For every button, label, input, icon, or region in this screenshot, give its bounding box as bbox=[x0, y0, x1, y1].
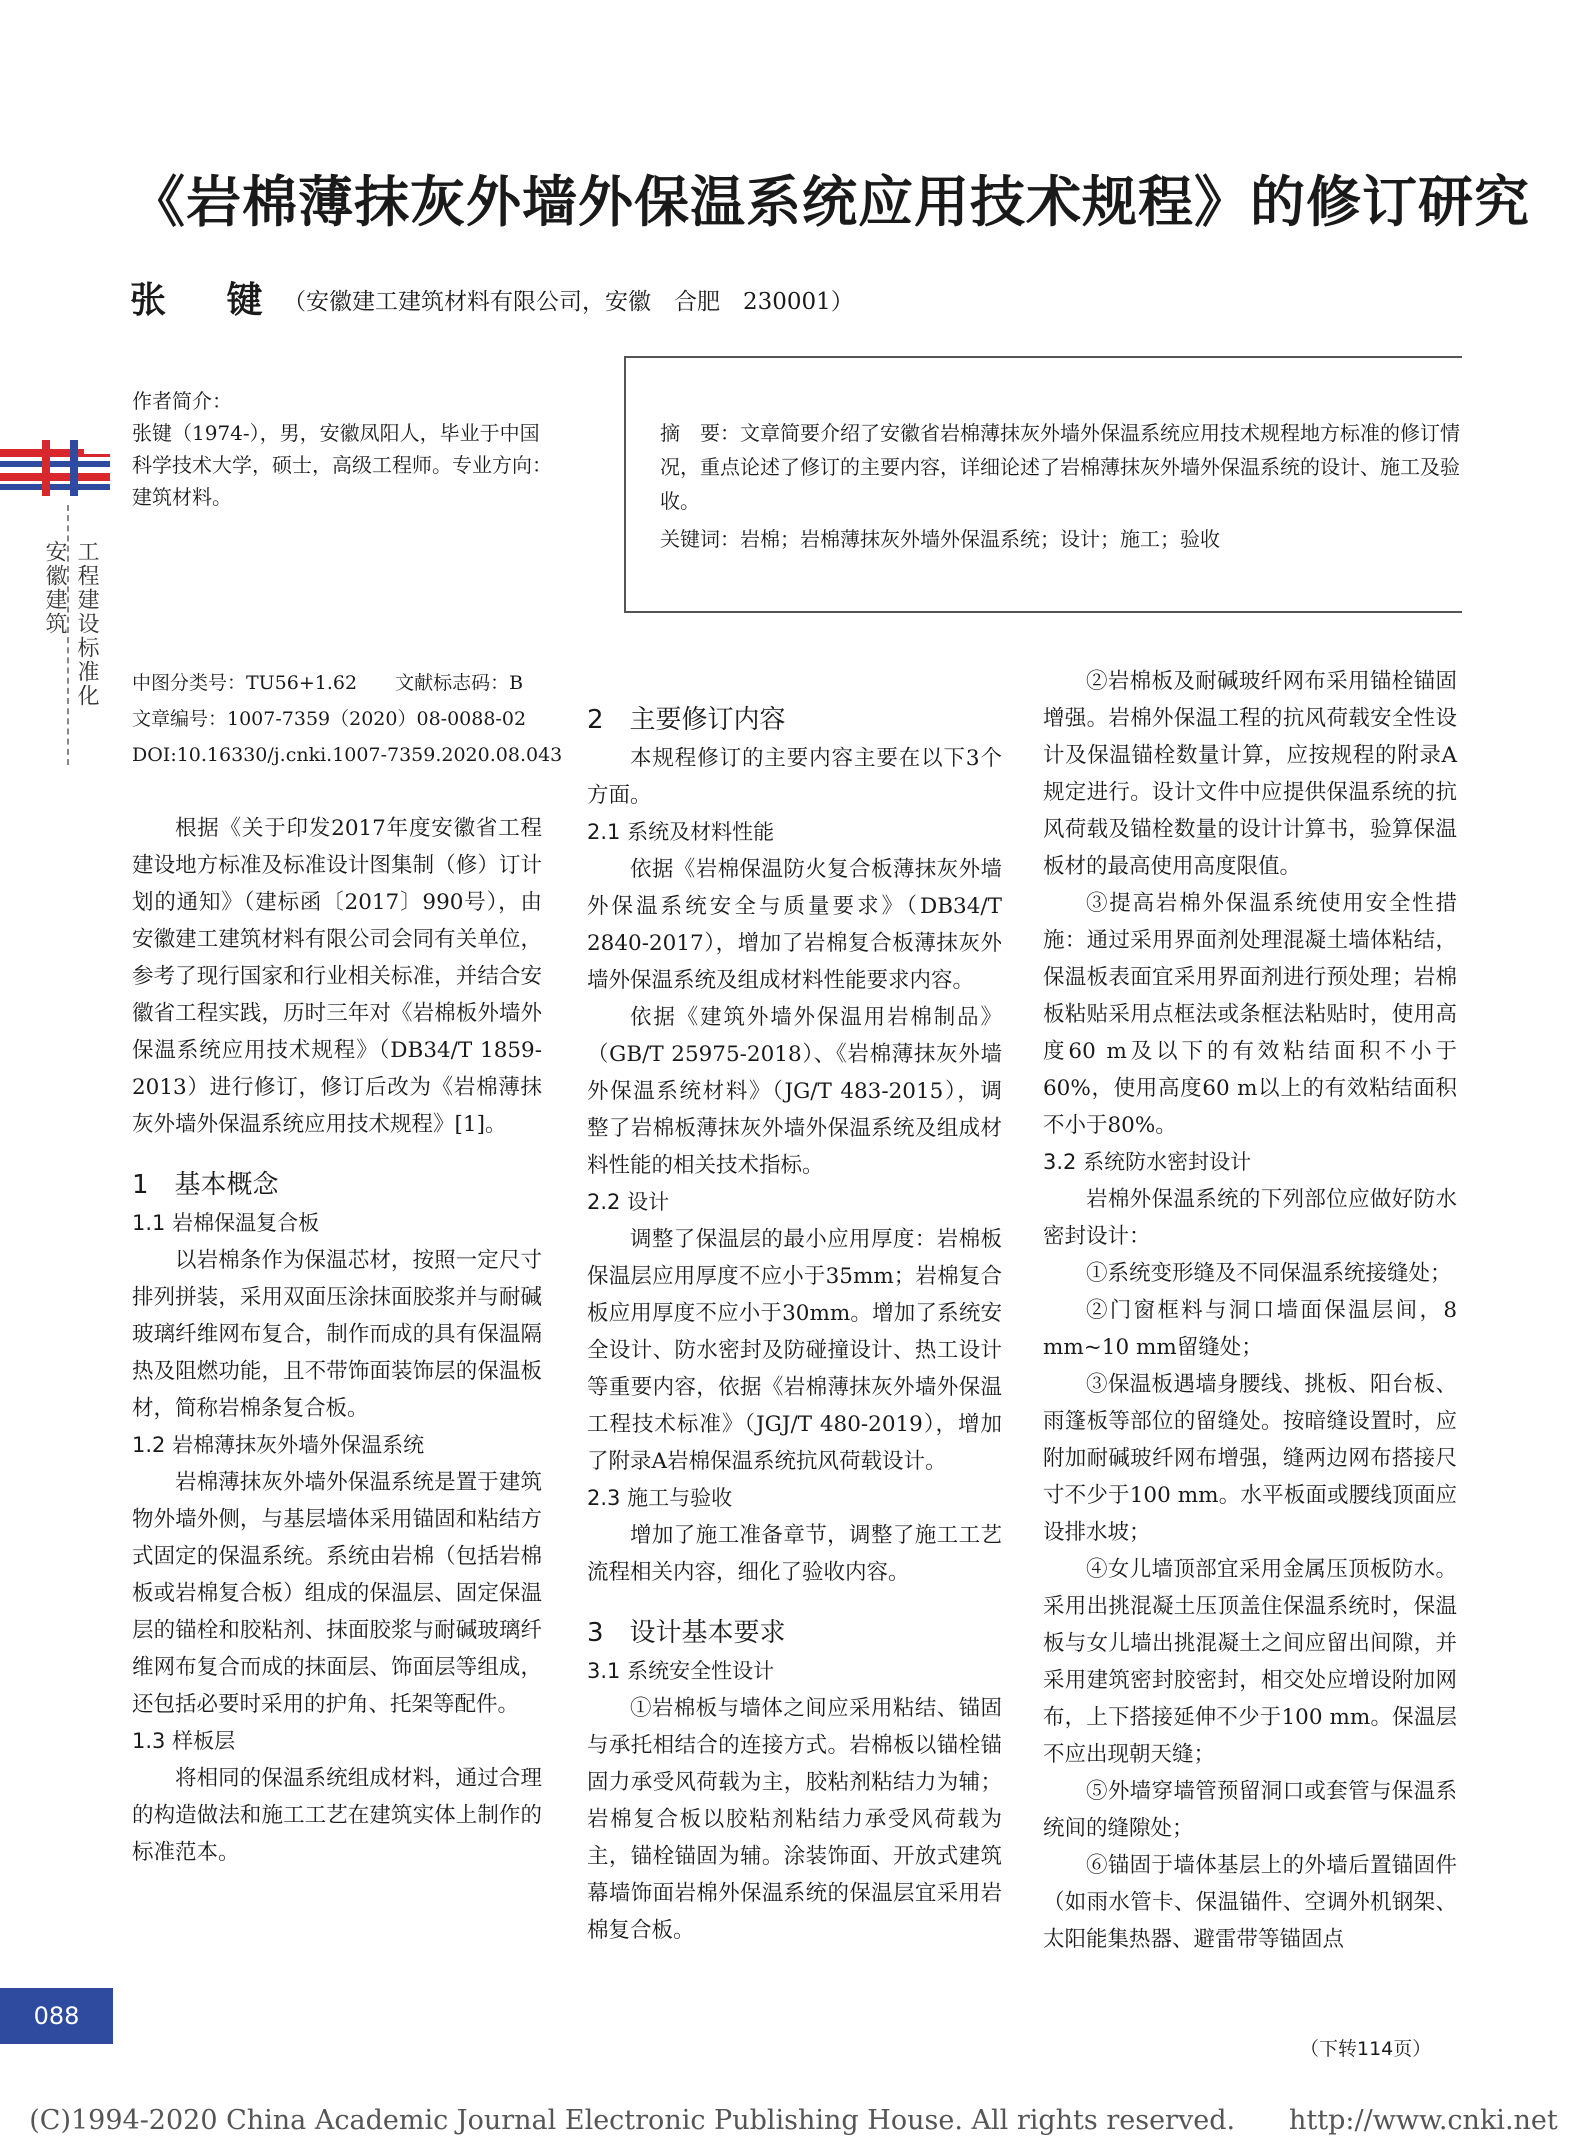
abstract-label: 摘 要： bbox=[660, 421, 740, 445]
author-bio bbox=[132, 385, 552, 513]
subsection-heading: 3.1 系统安全性设计 bbox=[587, 1659, 775, 1683]
paragraph: 岩棉薄抹灰外墙外保温系统是置于建筑物外墙外侧，与基层墙体采用锚固和粘结方式固定的保温系统。系统由岩棉（包括岩棉板或岩棉复合板）组成的保温层、固定保温层的锚栓和胶粘剂、抹面胶浆与耐碱玻璃纤维网布复合而成的抹面层、饰面层等组成，还包括必要时采用的护角、托架等配件。 bbox=[132, 1470, 542, 1717]
paragraph: 将相同的保温系统组成材料，通过合理的构造做法和施工工艺在建筑实体上制作的标准范本。 bbox=[132, 1766, 542, 1865]
abstract-text: 文章简要介绍了安徽省岩棉薄抹灰外墙外保温系统应用技术规程地方标准的修订情况，重点论述了修订的主要内容，详细论述了岩棉薄抹灰外墙外保温系统的设计、施工及验收。 bbox=[660, 421, 1460, 513]
clc-number: 中图分类号：TU56+1.62 bbox=[132, 672, 358, 694]
paragraph: 岩棉外保温系统的下列部位应做好防水密封设计： bbox=[1043, 1187, 1457, 1249]
subsection-heading: 2.2 设计 bbox=[587, 1190, 670, 1214]
author-name: 张 键 bbox=[130, 280, 287, 321]
paragraph: 本规程修订的主要内容主要在以下3个方面。 bbox=[587, 746, 1002, 808]
subsection-heading: 3.2 系统防水密封设计 bbox=[1043, 1150, 1252, 1174]
subsection-heading: 2.1 系统及材料性能 bbox=[587, 820, 775, 844]
section-heading: 2 主要修订内容 bbox=[587, 705, 786, 735]
doi: DOI:10.16330/j.cnki.1007-7359.2020.08.043 bbox=[132, 744, 563, 766]
article-number: 文章编号：1007-7359（2020）08-0088-02 bbox=[132, 708, 527, 730]
list-item: ⑤外墙穿墙管预留洞口或套管与保温系统间的缝隙处； bbox=[1043, 1779, 1457, 1841]
column-1 bbox=[132, 810, 542, 1871]
abstract bbox=[660, 416, 1460, 556]
paragraph: ①岩棉板与墙体之间应采用粘结、锚固与承托相结合的连接方式。岩棉板以锚栓锚固力承受风荷载为主，胶粘剂粘结力为辅；岩棉复合板以胶粘剂粘结力承受风荷载为主，锚栓锚固为辅。涂装饰面、开放式建筑幕墙饰面岩棉外保温系统的保温层宜采用岩棉复合板。 bbox=[587, 1696, 1002, 1943]
section-label-journal: 安徽建筑 bbox=[42, 540, 67, 636]
list-item: ④女儿墙顶部宜采用金属压顶板防水。采用出挑混凝土压顶盖住保温系统时，保温板与女儿墙出挑混凝土之间应留出间隙，并采用建筑密封胶密封，相交处应增设附加网布，上下搭接延伸不少于100 mm。保温层不应出现朝天缝； bbox=[1043, 1557, 1457, 1767]
paragraph: ②岩棉板及耐碱玻纤网布采用锚栓锚固增强。岩棉外保温工程的抗风荷载安全性设计及保温锚栓数量计算，应按规程的附录A规定进行。设计文件中应提供保温系统的抗风荷载及锚栓数量的设计计算书，验算保温板材的最高使用高度限值。 bbox=[1043, 669, 1457, 879]
keywords-text: 岩棉；岩棉薄抹灰外墙外保温系统；设计；施工；验收 bbox=[740, 527, 1220, 551]
subsection-heading: 1.2 岩棉薄抹灰外墙外保温系统 bbox=[132, 1433, 425, 1457]
author-bio-heading: 作者简介： bbox=[132, 389, 232, 413]
subsection-heading: 1.1 岩棉保温复合板 bbox=[132, 1211, 320, 1235]
list-item: ③保温板遇墙身腰线、挑板、阳台板、雨篷板等部位的留缝处。按暗缝设置时，应附加耐碱玻纤网布增强，缝两边网布搭接尺寸不少于100 mm。水平板面或腰线顶面应设排水坡； bbox=[1043, 1372, 1457, 1545]
intro-paragraph: 根据《关于印发2017年度安徽省工程建设地方标准及标准设计图集制（修）订计划的通知》（建标函〔2017〕990号），由安徽建工建筑材料有限公司会同有关单位，参考了现行国家和行业相关标准，并结合安徽省工程实践，历时三年对《岩棉板外墙外保温系统应用技术规程》（DB34/T 1859-2013）进行修订，修订后改为《岩棉薄抹灰外墙外保温系统应用技术规程》[1]。 bbox=[132, 816, 542, 1137]
column-3 bbox=[1043, 663, 1457, 1958]
document-code: 文献标志码：B bbox=[395, 672, 524, 694]
section-label bbox=[32, 540, 102, 770]
paragraph: 依据《建筑外墙外保温用岩棉制品》（GB/T 25975-2018）、《岩棉薄抹灰外墙外保温系统材料》（JG/T 483-2015），调整了岩棉板薄抹灰外墙外保温系统及组成材料性能的相关技术指标。 bbox=[587, 1005, 1002, 1178]
subsection-heading: 2.3 施工与验收 bbox=[587, 1486, 733, 1510]
paragraph: 增加了施工准备章节，调整了施工工艺流程相关内容，细化了验收内容。 bbox=[587, 1523, 1002, 1585]
section-heading: 1 基本概念 bbox=[132, 1170, 279, 1200]
author-affiliation: （安徽建工建筑材料有限公司，安徽 合肥 230001） bbox=[283, 289, 854, 315]
article-title: 《岩棉薄抹灰外墙外保温系统应用技术规程》的修订研究 bbox=[130, 170, 1531, 234]
column-2 bbox=[587, 700, 1002, 1949]
paragraph: 以岩棉条作为保温芯材，按照一定尺寸排列拼装，采用双面压涂抹面胶浆并与耐碱玻璃纤维网布复合，制作而成的具有保温隔热及阻燃功能，且不带饰面装饰层的保温板材，简称岩棉条复合板。 bbox=[132, 1248, 542, 1421]
section-heading: 3 设计基本要求 bbox=[587, 1618, 786, 1648]
keywords-label: 关键词： bbox=[660, 527, 740, 551]
copyright-footer: (C)1994-2020 China Academic Journal Electronic Publishing House. All rights reserved. http://www.cnki.net bbox=[29, 2105, 1558, 2136]
journal-mark-icon bbox=[22, 440, 114, 496]
paragraph: 调整了保温层的最小应用厚度：岩棉板保温层应用厚度不应小于35mm；岩棉复合板应用厚度不应小于30mm。增加了系统安全设计、防水密封及防碰撞设计、热工设计等重要内容，依据《岩棉薄抹灰外墙外保温工程技术标准》（JGJ/T 480-2019），增加了附录A岩棉保温系统抗风荷载设计。 bbox=[587, 1227, 1002, 1474]
list-item: ①系统变形缝及不同保温系统接缝处； bbox=[1086, 1261, 1452, 1286]
paragraph: ③提高岩棉外保温系统使用安全性措施：通过采用界面剂处理混凝土墙体粘结，保温板表面宜采用界面剂进行预处理；岩棉板粘贴采用点框法或条框法粘贴时，使用高度60 m及以下的有效粘结面积不小于60%，使用高度60 m以上的有效粘结面积不小于80%。 bbox=[1043, 891, 1457, 1138]
section-label-primary: 工程建设标准化 bbox=[74, 540, 99, 708]
list-item: ②门窗框料与洞口墙面保温层间，8 mm~10 mm留缝处； bbox=[1043, 1298, 1457, 1360]
list-item: ⑥锚固于墙体基层上的外墙后置锚固件（如雨水管卡、保温锚件、空调外机钢架、太阳能集热器、避雷带等锚固点 bbox=[1043, 1853, 1457, 1952]
subsection-heading: 1.3 样板层 bbox=[132, 1729, 236, 1753]
continued-note: （下转114页） bbox=[1300, 2038, 1432, 2060]
article-meta bbox=[132, 665, 632, 773]
page-number: 088 bbox=[0, 1988, 113, 2044]
author-bio-text: 张键（1974-），男，安徽凤阳人，毕业于中国科学技术大学，硕士，高级工程师。专业方向：建筑材料。 bbox=[132, 421, 552, 509]
paragraph: 依据《岩棉保温防火复合板薄抹灰外墙外保温系统安全与质量要求》（DB34/T 2840-2017），增加了岩棉复合板薄抹灰外墙外保温系统及组成材料性能要求内容。 bbox=[587, 857, 1002, 993]
